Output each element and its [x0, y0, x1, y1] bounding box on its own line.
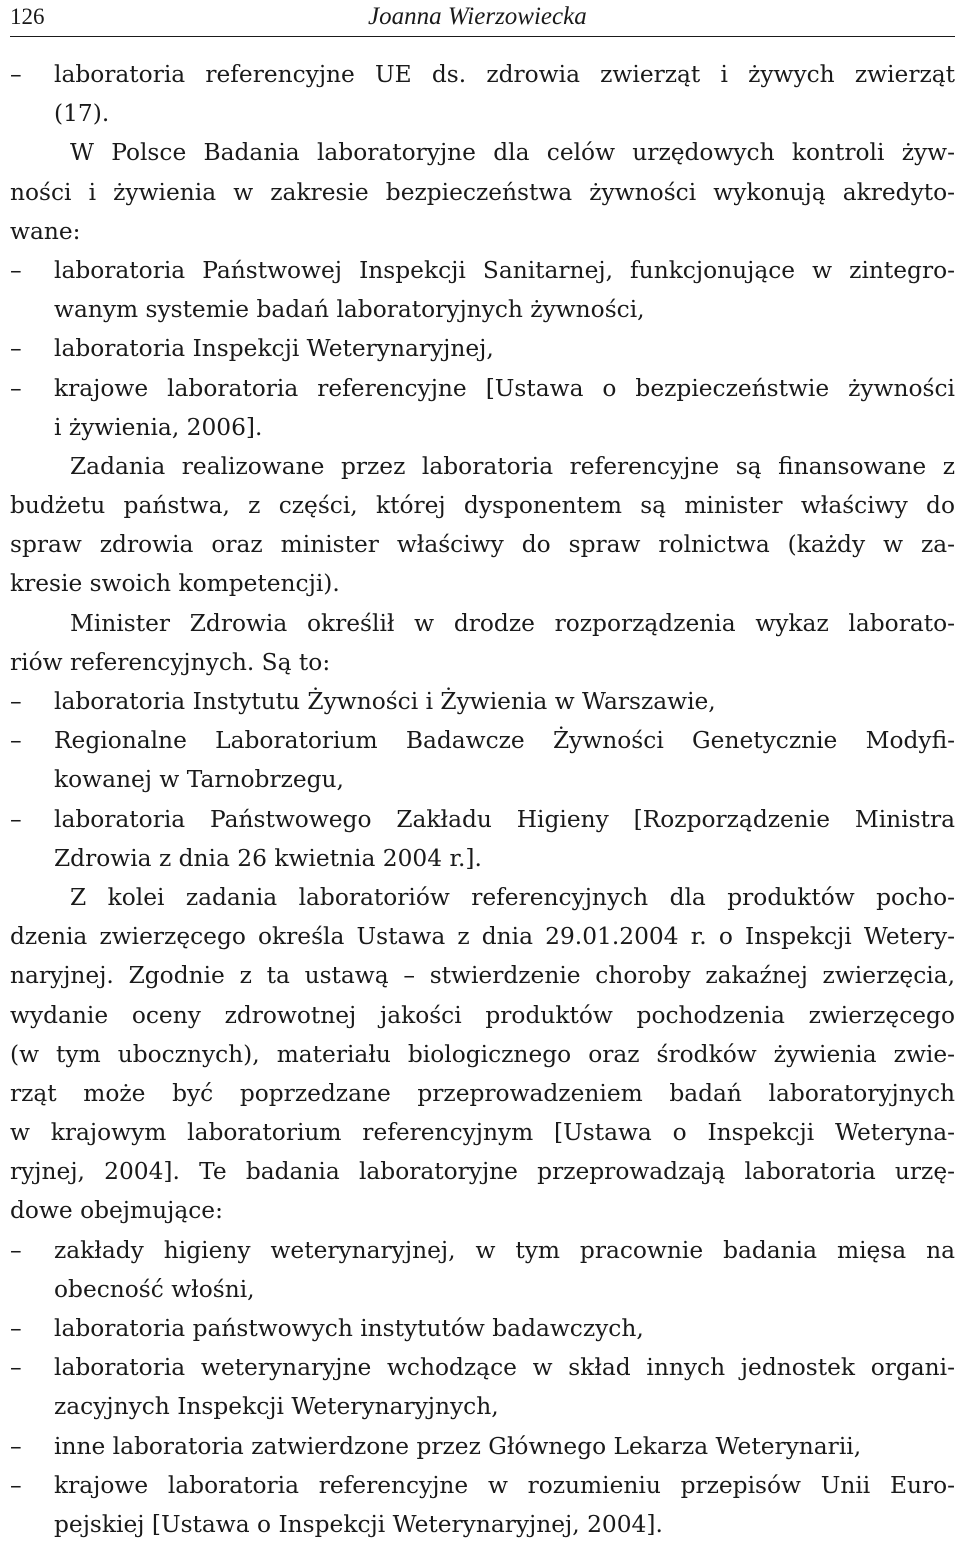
list-item-line	[10, 329, 955, 368]
line-text: laboratoria Państwowej Inspekcji Sanitarnej, funkcjonujące w zintegro-	[54, 256, 955, 284]
line-text: wanym systemie badań laboratoryjnych żywności,	[54, 296, 645, 324]
line-text: laboratoria weterynaryjne wchodzące w skład innych jednostek organi-	[54, 1354, 955, 1382]
list-dash	[10, 721, 54, 760]
paragraph-line	[10, 564, 955, 603]
line-text: Minister Zdrowia określił w drodze rozporządzenia wykaz laborato-	[70, 609, 955, 637]
paragraph-line	[10, 290, 955, 329]
paragraph-line	[10, 1505, 955, 1544]
list-dash	[10, 1348, 54, 1387]
line-text: riów referencyjnych. Są to:	[10, 648, 331, 676]
paragraph-line	[10, 1074, 955, 1113]
paragraph-line	[10, 956, 955, 995]
line-text: spraw zdrowia oraz minister właściwy do spraw rolnictwa (każdy w za-	[10, 531, 955, 559]
line-text: ryjnej, 2004]. Te badania laboratoryjne przeprowadzają laboratoria urzę-	[10, 1158, 955, 1186]
running-head: Joanna Wierzowiecka	[368, 3, 587, 30]
line-text: dzenia zwierzęcego określa Ustawa z dnia 29.01.2004 r. o Inspekcji Wetery-	[10, 923, 955, 951]
paragraph-line	[10, 839, 955, 878]
line-text: Z kolei zadania laboratoriów referencyjnych dla produktów pocho-	[70, 883, 955, 911]
list-dash	[10, 329, 54, 368]
list-dash	[10, 251, 54, 290]
list-item-line	[10, 55, 955, 94]
list-item-line	[10, 1231, 955, 1270]
paragraph-line	[10, 173, 955, 212]
line-text: obecność włośni,	[54, 1275, 255, 1303]
paragraph-line	[10, 604, 955, 643]
paragraph-line	[10, 1387, 955, 1426]
page-header	[10, 0, 955, 37]
page-number: 126	[10, 4, 45, 29]
paragraph-line	[10, 1152, 955, 1191]
line-text: zacyjnych Inspekcji Weterynaryjnych,	[54, 1393, 499, 1421]
line-text: laboratoria Inspekcji Weterynaryjnej,	[54, 335, 494, 363]
paragraph-line	[10, 133, 955, 172]
line-text: (17).	[54, 100, 110, 128]
paragraph-line	[10, 1113, 955, 1152]
line-text: krajowe laboratoria referencyjne [Ustawa o bezpieczeństwie żywności	[54, 374, 955, 402]
line-text: Regionalne Laboratorium Badawcze Żywności Genetycznie Modyfi-	[54, 727, 955, 755]
line-text: ności i żywienia w zakresie bezpieczeństwa żywności wykonują akredyto-	[10, 178, 955, 206]
line-text: Zadania realizowane przez laboratoria referencyjne są finansowane z	[70, 452, 955, 480]
list-dash	[10, 1427, 54, 1466]
list-item-line	[10, 682, 955, 721]
paragraph-line	[10, 878, 955, 917]
paragraph-line	[10, 1270, 955, 1309]
line-text: inne laboratoria zatwierdzone przez Głównego Lekarza Weterynarii,	[54, 1432, 862, 1460]
line-text: laboratoria Instytutu Żywności i Żywienia w Warszawie,	[54, 688, 716, 715]
paragraph-line	[10, 486, 955, 525]
list-item-line	[10, 721, 955, 760]
line-text: laboratoria referencyjne UE ds. zdrowia zwierząt i żywych zwierząt	[54, 61, 955, 88]
paragraph-line	[10, 408, 955, 447]
line-text: w krajowym laboratorium referencyjnym [Ustawa o Inspekcji Weteryna-	[10, 1119, 955, 1147]
list-dash	[10, 1231, 54, 1270]
list-item-line	[10, 251, 955, 290]
paragraph-line	[10, 447, 955, 486]
body-text	[10, 55, 955, 1544]
list-dash	[10, 682, 54, 721]
line-text: wane:	[10, 217, 81, 245]
list-dash	[10, 1309, 54, 1348]
list-dash	[10, 55, 54, 94]
line-text: wydanie oceny zdrowotnej jakości produktów pochodzenia zwierzęcego	[10, 1001, 955, 1029]
list-item-line	[10, 1348, 955, 1387]
line-text: pejskiej [Ustawa o Inspekcji Weterynaryjnej, 2004].	[54, 1510, 663, 1538]
paragraph-line	[10, 212, 955, 251]
line-text: laboratoria państwowych instytutów badawczych,	[54, 1315, 644, 1342]
line-text: Zdrowia z dnia 26 kwietnia 2004 r.].	[54, 844, 482, 872]
paragraph-line	[10, 996, 955, 1035]
line-text: i żywienia, 2006].	[54, 413, 263, 441]
list-item-line	[10, 1427, 955, 1466]
paragraph-line	[10, 760, 955, 799]
line-text: zakłady higieny weterynaryjnej, w tym pracownie badania mięsa na	[54, 1236, 955, 1264]
line-text: kowanej w Tarnobrzegu,	[54, 766, 344, 794]
paragraph-line	[10, 94, 955, 133]
line-text: naryjnej. Zgodnie z ta ustawą – stwierdzenie choroby zakaźnej zwierzęcia,	[10, 962, 955, 990]
list-item-line	[10, 800, 955, 839]
line-text: laboratoria Państwowego Zakładu Higieny [Rozporządzenie Ministra	[54, 805, 955, 833]
list-dash	[10, 1466, 54, 1505]
list-item-line	[10, 1466, 955, 1505]
line-text: krajowe laboratoria referencyjne w rozumieniu przepisów Unii Euro-	[54, 1471, 955, 1499]
line-text: rząt może być poprzedzane przeprowadzeniem badań laboratoryjnych	[10, 1079, 955, 1107]
paragraph-line	[10, 525, 955, 564]
list-item-line	[10, 369, 955, 408]
paragraph-line	[10, 643, 955, 682]
list-item-line	[10, 1309, 955, 1348]
list-dash	[10, 800, 54, 839]
paragraph-line	[10, 917, 955, 956]
paragraph-line	[10, 1035, 955, 1074]
list-dash	[10, 369, 54, 408]
line-text: (w tym ubocznych), materiału biologicznego oraz środków żywienia zwie-	[10, 1040, 955, 1068]
paragraph-line	[10, 1191, 955, 1230]
line-text: dowe obejmujące:	[10, 1197, 223, 1225]
line-text: kresie swoich kompetencji).	[10, 570, 340, 598]
line-text: budżetu państwa, z części, której dysponentem są minister właściwy do	[10, 492, 955, 520]
line-text: W Polsce Badania laboratoryjne dla celów urzędowych kontroli żyw-	[70, 139, 955, 167]
